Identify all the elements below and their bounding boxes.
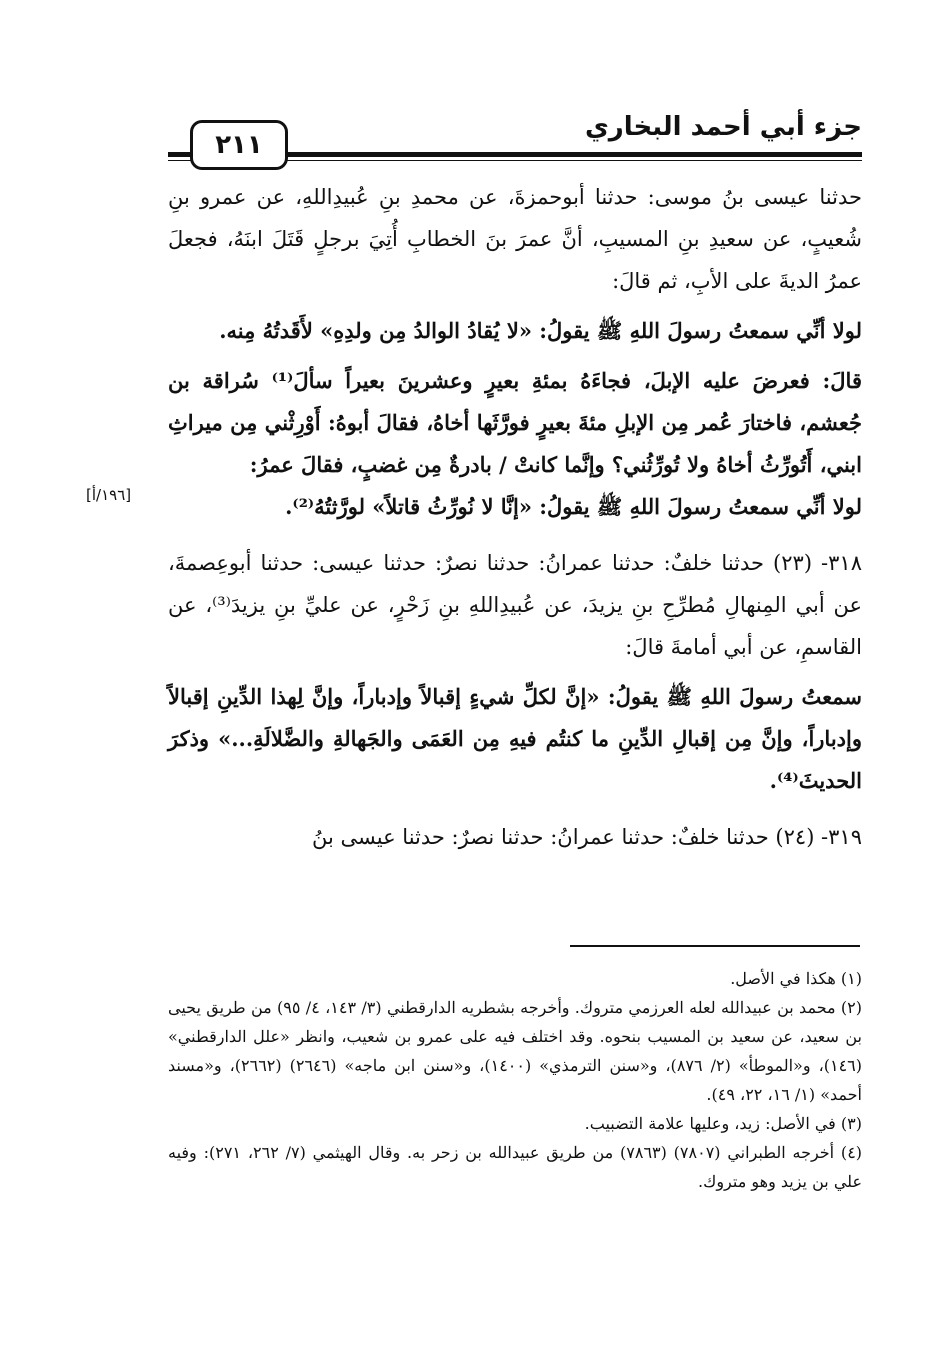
paragraph-hadith-3: سمعتُ رسولَ اللهِ ﷺ يقولُ: «إنَّ لكلِّ شيءٍ إقبالاً وإدباراً، وإنَّ لِهذا الدِّينِ إقبالاً وإدباراً، وإنَّ مِن إقبالِ الدِّينِ ما كنتُم فيهِ مِن العَمَى والجَهالةِ والضَّلالَةِ...» وذكرَ الحديثَ⁽⁴⁾. xyxy=(168,684,862,793)
footnote-3: (٣) في الأصل: زيد، وعليها علامة التضبيب. xyxy=(584,1114,862,1133)
paragraph-isnad-319: ٣١٩- (٢٤) حدثنا خلفٌ: حدثنا عمرانُ: حدثنا نصرٌ: حدثنا عيسى بنُ xyxy=(312,825,862,849)
footnote-1: (١) هكذا في الأصل. xyxy=(730,969,862,988)
paragraph-hadith-2: لولا أنِّي سمعتُ رسولَ اللهِ ﷺ يقولُ: «إنَّا لا نُورِّثُ قاتلاً» لورَّثتُهُ⁽²⁾. xyxy=(285,494,862,519)
paragraph-narrative: قالَ: فعرضَ عليه الإبلَ، فجاءَهُ بمئةِ بعيرٍ وعشرينَ بعيراً سألَ⁽¹⁾ سُراقة بن جُعشم، فاختارَ عُمر مِن الإبلِ مئةَ بعيرٍ فورَّثَها أخاهُ، فقالَ أبوهُ: أَوْرِثْني مِن ميراثِ ابني، أَتُورِّثُ أخاهُ ولا تُورِّثُني؟ وإنَّما كانتْ / بادرةٌ مِن غضبٍ، فقالَ عمرُ: xyxy=(168,368,862,477)
footnote-4: (٤) أخرجه الطبراني (٧٨٠٧) (٧٨٦٣) من طريق عبيدالله بن زحر به. وقال الهيثمي (٧/ ٢٦٢، ٢٧١): وفيه علي بن يزيد وهو متروك. xyxy=(168,1143,863,1191)
paragraph-isnad-1: حدثنا عيسى بنُ موسى: حدثنا أبوحمزةَ، عن محمدِ بنِ عُبيدِاللهِ، عن عمرو بنِ شُعيبٍ، عن سعيدِ بنِ المسيبِ، أنَّ عمرَ بنَ الخطابِ أُتِيَ برجلٍ قَتَلَ ابنَهُ، فجعلَ عمرُ الديةَ على الأبِ، ثم قالَ: xyxy=(168,185,862,293)
main-text xyxy=(168,176,862,858)
paragraph-hadith-1: لولا أنِّي سمعتُ رسولَ اللهِ ﷺ يقولُ: «لا يُقادُ الوالدُ مِن ولدِهِ» لأَقَدتُهُ مِنه. xyxy=(219,318,862,343)
page-number: ٢١١ xyxy=(190,120,288,170)
footnotes xyxy=(168,964,862,1196)
footnote-separator xyxy=(570,945,860,947)
margin-folio-reference: [١٩٦/أ] xyxy=(86,486,132,504)
footnote-2: (٢) محمد بن عبيدالله لعله العرزمي متروك. وأخرجه بشطريه الدارقطني (٣/ ١٤٣، ٤/ ٩٥) من طريق يحيى بن سعيد، عن سعيد بن المسيب بنحوه. وقد اختلف فيه على عمرو بن شعيب، وانظر «علل الدارقطني» (١٤٦)، و«الموطأ» (٢/ ٨٧٦)، و«سنن الترمذي» (١٤٠٠)، و«سنن ابن ماجه» (٢٦٤٦) (٢٦٦٢)، و«مسند أحمد» (١/ ١٦، ٢٢، ٤٩). xyxy=(168,998,863,1104)
page-header xyxy=(168,112,862,162)
paragraph-isnad-318: ٣١٨- (٢٣) حدثنا خلفٌ: حدثنا عمرانُ: حدثنا نصرٌ: حدثنا عيسى: حدثنا أبوعِصمةَ، عن أبي المِنهالِ مُطرِّحِ بنِ يزيدَ، عن عُبيدِاللهِ بنِ زَحْرٍ، عن عليِّ بنِ يزيدَ⁽³⁾، عن القاسمِ، عن أبي أمامةَ قالَ: xyxy=(168,551,862,659)
running-title: جزء أبي أحمد البخاري xyxy=(584,112,862,142)
